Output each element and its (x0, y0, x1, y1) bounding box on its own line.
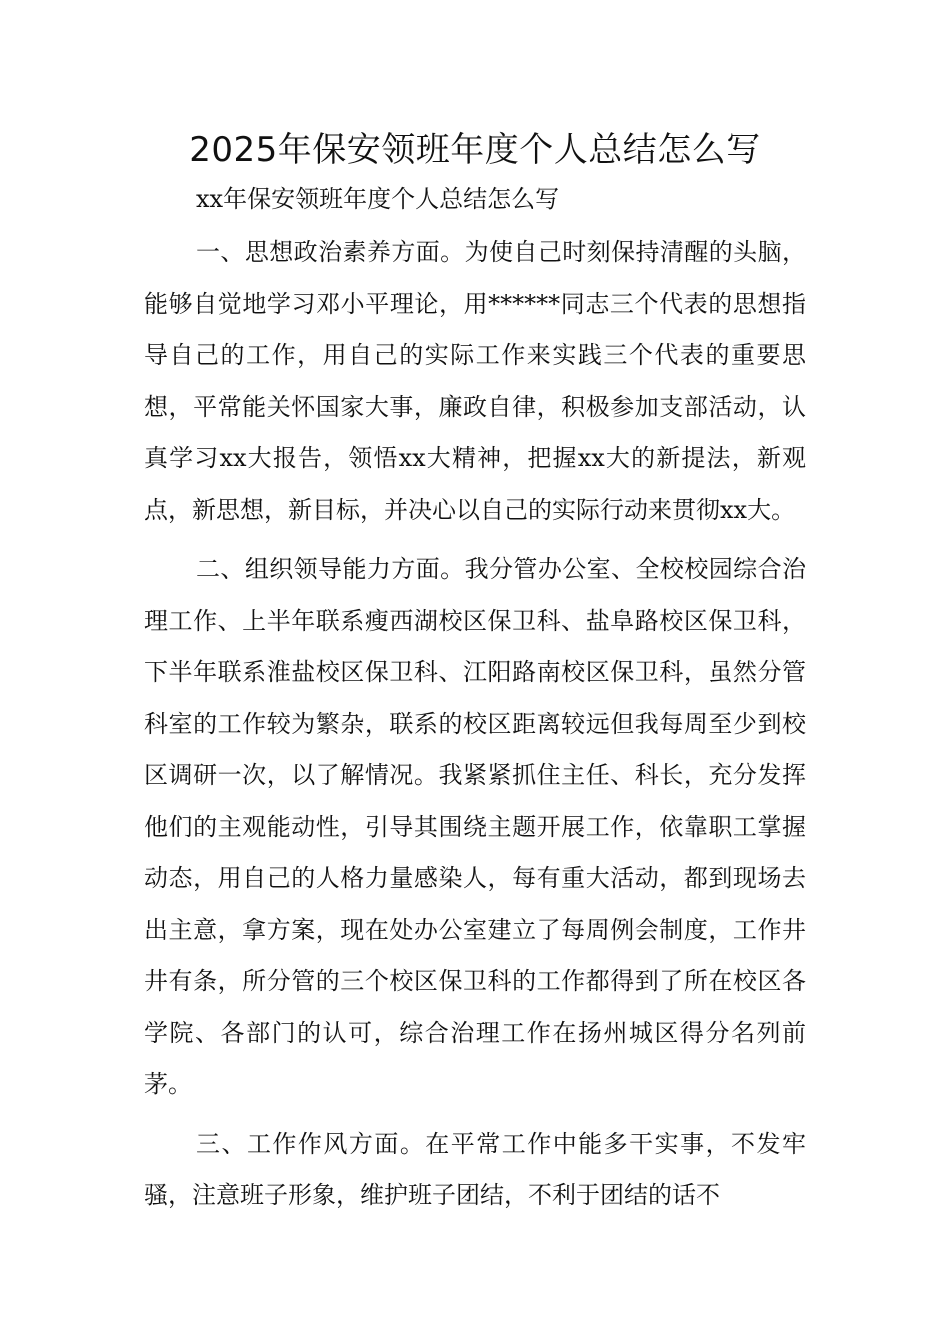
paragraph-work-style: 三、工作作风方面。在平常工作中能多干实事，不发牢骚，注意班子形象，维护班子团结，不利于团结的话不 (144, 1129, 806, 1209)
document-title: 2025年保安领班年度个人总结怎么写 (189, 130, 761, 170)
paragraph-leadership: 二、组织领导能力方面。我分管办公室、全校校园综合治理工作、上半年联系瘦西湖校区保卫科、盐阜路校区保卫科，下半年联系淮盐校区保卫科、江阳路南校区保卫科，虽然分管科室的工作较为繁杂，联系的校区距离较远但我每周至少到校区调研一次，以了解情况。我紧紧抓住主任、科长，充分发挥他们的主观能动性，引导其围绕主题开展工作，依靠职工掌握动态，用自己的人格力量感染人，每有重大活动，都到现场去出主意，拿方案，现在处办公室建立了每周例会制度，工作井井有条，所分管的三个校区保卫科的工作都得到了所在校区各学院、各部门的认可，综合治理工作在扬州城区得分名列前茅。 (144, 555, 806, 1098)
document-body (144, 178, 806, 1222)
paragraph-ideology: 一、思想政治素养方面。为使自己时刻保持清醒的头脑，能够自觉地学习邓小平理论，用******同志三个代表的思想指导自己的工作，用自己的实际工作来实践三个代表的重要思想，平常能关怀国家大事，廉政自律，积极参加支部活动，认真学习xx大报告，领悟xx大精神，把握xx大的新提法，新观点，新思想，新目标，并决心以自己的实际行动来贯彻xx大。 (144, 238, 806, 524)
document-subtitle: xx年保安领班年度个人总结怎么写 (196, 185, 560, 213)
